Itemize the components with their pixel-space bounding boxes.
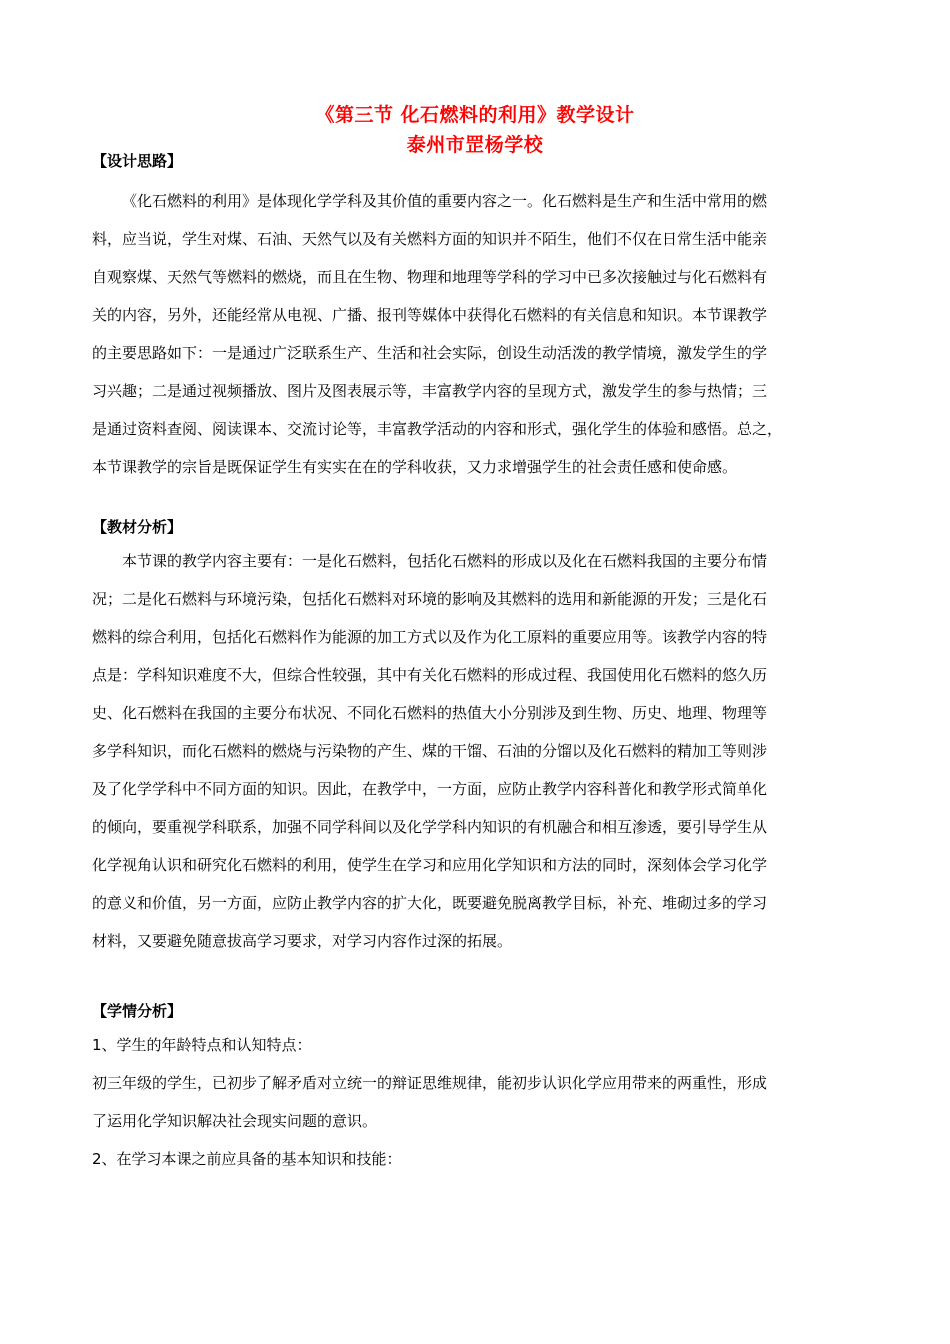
section-heading-design-idea: 【设计思路】	[92, 152, 183, 170]
paragraph-line: 化学视角认识和研究化石燃料的利用，使学生在学习和应用化学知识和方法的同时，深刻体会学习化学	[92, 856, 768, 874]
paragraph-line: 是通过资料查阅、阅读课本、交流讨论等，丰富教学活动的内容和形式，强化学生的体验和感悟。总之，	[92, 420, 783, 438]
paragraph-line: 况；二是化石燃料与环境污染，包括化石燃料对环境的影响及其燃料的选用和新能源的开发；三是化石	[92, 590, 768, 608]
paragraph-line: 关的内容，另外，还能经常从电视、广播、报刊等媒体中获得化石燃料的有关信息和知识。本节课教学	[92, 306, 768, 324]
paragraph-line: 的主要思路如下：一是通过广泛联系生产、生活和社会实际，创设生动活泼的教学情境，激发学生的学	[92, 344, 768, 362]
paragraph-line: 《化石燃料的利用》是体现化学学科及其价值的重要内容之一。化石燃料是生产和生活中常用的燃	[122, 192, 768, 210]
paragraph-line: 点是：学科知识难度不大，但综合性较强，其中有关化石燃料的形成过程、我国使用化石燃料的悠久历	[92, 666, 768, 684]
section-heading-student-analysis: 【学情分析】	[92, 1002, 183, 1020]
paragraph-design-idea	[92, 182, 862, 486]
list-item: 初三年级的学生，已初步了解矛盾对立统一的辩证思维规律，能初步认识化学应用带来的两重性，形成	[92, 1074, 768, 1092]
section-heading-textbook-analysis: 【教材分析】	[92, 518, 183, 536]
paragraph-textbook-analysis	[92, 542, 862, 960]
list-item: 1、学生的年龄特点和认知特点：	[92, 1036, 312, 1054]
paragraph-line: 燃料的综合利用，包括化石燃料作为能源的加工方式以及作为化工原料的重要应用等。该教学内容的特	[92, 628, 768, 646]
document-title: 《第三节 化石燃料的利用》教学设计	[315, 104, 635, 126]
list-item: 2、在学习本课之前应具备的基本知识和技能：	[92, 1150, 402, 1168]
paragraph-line: 的倾向，要重视学科联系，加强不同学科间以及化学学科内知识的有机融合和相互渗透，要引导学生从	[92, 818, 768, 836]
paragraph-line: 自观察煤、天然气等燃料的燃烧，而且在生物、物理和地理等学科的学习中已多次接触过与化石燃料有	[92, 268, 768, 286]
paragraph-line: 料，应当说，学生对煤、石油、天然气以及有关燃料方面的知识并不陌生，他们不仅在日常生活中能亲	[92, 230, 768, 248]
paragraph-line: 及了化学学科中不同方面的知识。因此，在教学中，一方面，应防止教学内容科普化和教学形式简单化	[92, 780, 768, 798]
paragraph-line: 材料，又要避免随意拔高学习要求，对学习内容作过深的拓展。	[92, 932, 513, 950]
paragraph-line: 本节课的教学内容主要有：一是化石燃料，包括化石燃料的形成以及化在石燃料我国的主要分布情	[122, 552, 768, 570]
paragraph-line: 习兴趣；二是通过视频播放、图片及图表展示等，丰富教学内容的呈现方式，激发学生的参与热情；三	[92, 382, 768, 400]
paragraph-line: 本节课教学的宗旨是既保证学生有实实在在的学科收获，又力求增强学生的社会责任感和使命感。	[92, 458, 738, 476]
paragraph-line: 的意义和价值，另一方面，应防止教学内容的扩大化，既要避免脱离教学目标，补充、堆砌过多的学习	[92, 894, 768, 912]
list-item: 了运用化学知识解决社会现实问题的意识。	[92, 1112, 378, 1130]
paragraph-line: 史、化石燃料在我国的主要分布状况、不同化石燃料的热值大小分别涉及到生物、历史、地理、物理等	[92, 704, 768, 722]
school-name: 泰州市罡杨学校	[406, 134, 544, 156]
paragraph-line: 多学科知识，而化石燃料的燃烧与污染物的产生、煤的干馏、石油的分馏以及化石燃料的精加工等则涉	[92, 742, 768, 760]
